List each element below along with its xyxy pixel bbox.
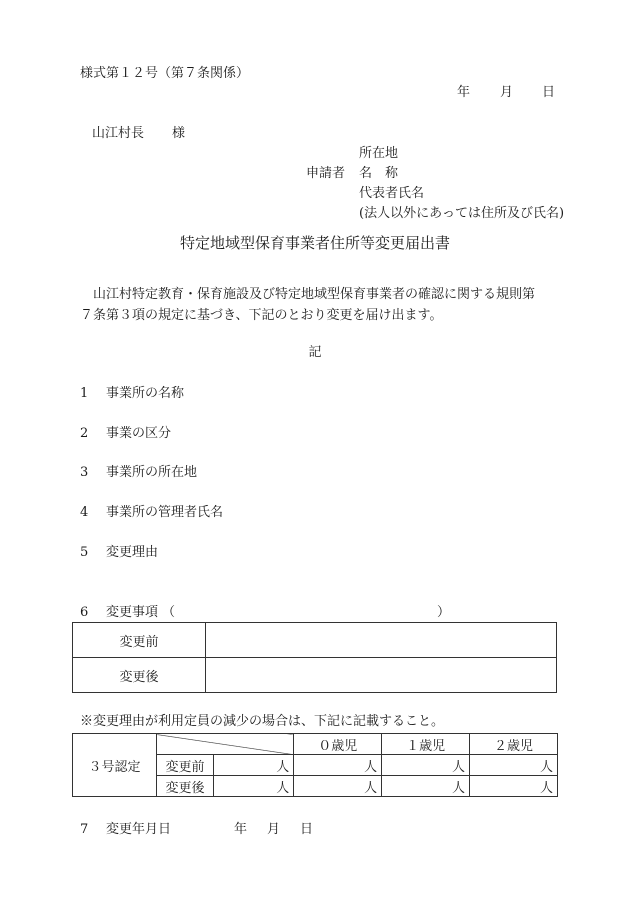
capacity-cell[interactable]: 人	[470, 776, 558, 797]
date-year: 年	[457, 85, 471, 100]
addressee	[92, 126, 185, 142]
applicant-address-label: 所在地	[359, 146, 399, 161]
table-row	[73, 658, 557, 693]
item-label: 事業所の所在地	[106, 465, 198, 480]
capacity-cell[interactable]: 人	[294, 776, 382, 797]
item-business-name	[80, 386, 184, 402]
group-label: ３号認定	[73, 734, 157, 797]
capacity-cell[interactable]: 人	[382, 776, 470, 797]
change-date-fields	[234, 822, 333, 837]
row-label-after: 変更後	[156, 776, 213, 797]
item-business-category	[80, 426, 171, 442]
item-number: 1	[80, 386, 89, 401]
change-after-field[interactable]	[206, 658, 557, 693]
document-title: 特定地域型保育事業者住所等変更届出書	[179, 234, 450, 252]
change-table	[72, 622, 557, 693]
item-change-date	[80, 822, 333, 838]
item-label: 事業所の管理者氏名	[106, 505, 224, 520]
change-after-label: 変更後	[73, 658, 206, 693]
item-number: 3	[80, 465, 89, 480]
submission-date	[457, 85, 555, 101]
item-change-matters	[80, 605, 451, 621]
column-header: ２歳児	[470, 734, 558, 755]
applicant-label: 申請者	[306, 166, 346, 181]
body-line-2: ７条第３項の規定に基づき、下記のとおり変更を届け出ます。	[80, 308, 443, 323]
item-number: 2	[80, 426, 89, 441]
change-date-month: 月	[267, 822, 281, 837]
capacity-cell[interactable]: 人	[214, 776, 294, 797]
item-label: 変更事項	[106, 605, 159, 620]
capacity-cell[interactable]: 人	[214, 755, 294, 776]
addressee-honorific: 様	[172, 126, 186, 141]
item-number: 7	[80, 822, 89, 837]
body-line-1: 山江村特定教育・保育施設及び特定地域型保育事業者の確認に関する規則第	[93, 287, 536, 302]
item-business-address	[80, 465, 197, 481]
diagonal-header-cell	[156, 734, 293, 755]
change-before-field[interactable]	[206, 623, 557, 658]
item-label: 事業所の名称	[106, 386, 185, 401]
item-number: 6	[80, 605, 89, 620]
date-day: 日	[542, 85, 556, 100]
capacity-cell[interactable]: 人	[470, 755, 558, 776]
item-label: 変更理由	[106, 545, 159, 560]
capacity-note: ※変更理由が利用定員の減少の場合は、下記に記載すること。	[80, 714, 445, 729]
change-date-year: 年	[234, 822, 248, 837]
change-date-day: 日	[300, 822, 314, 837]
row-label-before: 変更前	[156, 755, 213, 776]
column-header: １歳児	[382, 734, 470, 755]
table-row	[73, 623, 557, 658]
body-paragraph	[80, 284, 560, 326]
table-header-row	[73, 734, 558, 755]
ki-heading: 記	[308, 345, 322, 360]
item-manager-name	[80, 505, 223, 521]
paren-close: ）	[437, 605, 451, 620]
applicant-name-label: 名 称	[359, 166, 399, 181]
column-header: ０歳児	[294, 734, 382, 755]
item-change-reason	[80, 545, 158, 561]
addressee-name: 山江村長	[92, 126, 145, 141]
applicant-note: (法人以外にあっては住所及び氏名)	[359, 206, 565, 221]
item-number: 5	[80, 545, 89, 560]
paren-open: （	[162, 605, 176, 620]
item-label: 変更年月日	[106, 822, 172, 837]
item-label: 事業の区分	[106, 426, 172, 441]
item-number: 4	[80, 505, 89, 520]
capacity-cell[interactable]: 人	[294, 755, 382, 776]
date-month: 月	[500, 85, 514, 100]
form-number: 様式第１２号（第７条関係）	[80, 66, 250, 81]
capacity-cell[interactable]: 人	[382, 755, 470, 776]
applicant-representative-label: 代表者氏名	[359, 186, 425, 201]
change-before-label: 変更前	[73, 623, 206, 658]
capacity-table	[72, 733, 558, 797]
